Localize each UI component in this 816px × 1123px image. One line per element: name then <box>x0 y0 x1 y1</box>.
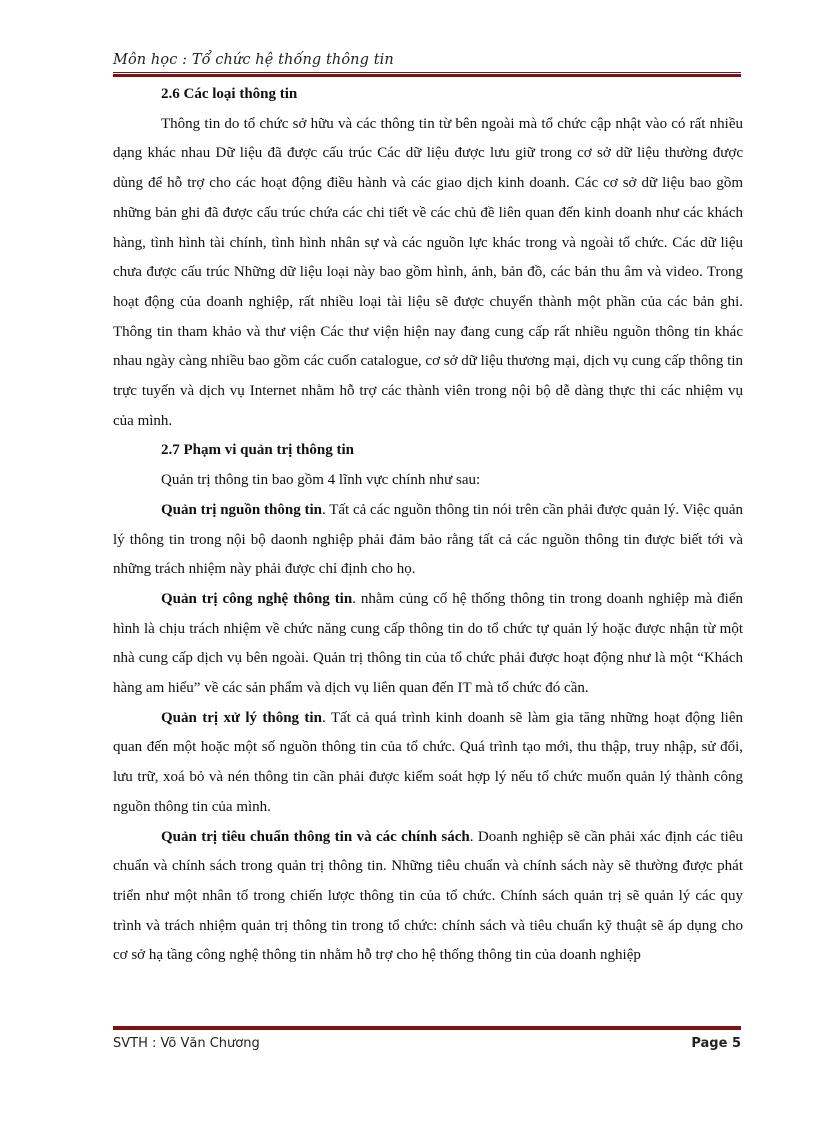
lead-term: Quản trị công nghệ thông tin <box>161 590 353 607</box>
footer-divider <box>113 1025 741 1030</box>
header-divider <box>113 72 741 77</box>
section-heading-2-6: 2.6 Các loại thông tin <box>161 86 298 102</box>
paragraph-scope-intro: Quản trị thông tin bao gồm 4 lĩnh vực chính như sau: <box>161 472 481 489</box>
paragraph-it-management <box>113 585 743 704</box>
paragraph-resource-management <box>113 496 743 585</box>
paragraph-processing-management <box>113 704 743 823</box>
paragraph-text: . nhằm củng cố hệ thống thông tin trong doanh nghiệp mà điển hình là chịu trách nhiệm về chức năng cung cấp thông tin do tổ chức tự quản lý hoặc được nhận từ một nhà cung cấp dịch vụ bên ngoài. Quản trị thông tin của tổ chức phải được hoạt động như là một “Khách hàng am hiểu” về các sản phẩm và dịch vụ liên quan đến IT mà tổ chức đó cần. <box>113 590 744 697</box>
section-heading-2-7: 2.7 Phạm vi quản trị thông tin <box>161 442 354 459</box>
lead-term: Quản trị nguồn thông tin <box>161 501 322 518</box>
paragraph-text: . Tất cả các nguồn thông tin nói trên cần phải được quản lý. Việc quản lý thông tin trong nội bộ daonh nghiệp phải đảm bảo rằng tất cả các nguồn thông tin được biết tới và những trách nhiệm này phải được chỉ định cho họ. <box>113 501 743 578</box>
paragraph-info-types: Thông tin do tổ chức sở hữu và các thông tin từ bên ngoài mà tổ chức cập nhật vào có rất nhiều dạng khác nhau Dữ liệu đã được cấu trúc Các dữ liệu được lưu giữ trong cơ sở dữ liệu thường được dùng để hỗ trợ cho các hoạt động điều hành và các giao dịch kinh doanh. Các cơ sở dữ liệu bao gồm những bản ghi đã được cấu trúc chứa các chi tiết về các chủ đề liên quan đến kinh doanh như các khách hàng, tình hình tài chính, tình hình nhân sự và các nguồn lực khác trong và ngoài tổ chức. Các dữ liệu chưa được cấu trúc Những dữ liệu loại này bao gồm hình, ảnh, bản đồ, các bản thu âm và video. Trong hoạt động của doanh nghiệp, rất nhiều loại tài liệu sẽ được chuyển thành một phần của các bản ghi. Thông tin tham khảo và thư viện Các thư viện hiện nay đang cung cấp rất nhiều nguồn thông tin khác nhau ngày càng nhiều bao gồm các cuốn catalogue, cơ sở dữ liệu thương mại, dịch vụ cung cấp thông tin trực tuyến và dịch vụ Internet nhằm hỗ trợ các thành viên trong nội bộ dễ dàng thực thi các nhiệm vụ của mình. <box>113 115 743 429</box>
header-course-title: Môn học : Tổ chức hệ thống thông tin <box>113 52 394 68</box>
paragraph-standards-policies <box>113 823 743 972</box>
footer-page-number: Page 5 <box>691 1036 741 1051</box>
paragraph-text: . Tất cả quá trình kinh doanh sẽ làm gia tăng những hoạt động liên quan đến một hoặc một số nguồn thông tin của tổ chức. Quá trình tạo mới, thu thập, truy nhập, sử đổi, lưu trữ, xoá bỏ và nén thông tin cần phải được kiểm soát hợp lý nếu tổ chức muốn quản lý thành công nguồn thông tin của mình. <box>113 709 743 815</box>
page-body <box>113 80 743 971</box>
lead-term: Quản trị tiêu chuẩn thông tin và các chính sách <box>161 828 470 845</box>
lead-term: Quản trị xử lý thông tin <box>161 709 322 726</box>
footer-author: SVTH : Võ Văn Chương <box>113 1036 260 1051</box>
paragraph-text: . Doanh nghiệp sẽ cần phải xác định các tiêu chuẩn và chính sách trong quản trị thông tin. Những tiêu chuẩn và chính sách này sẽ thường được phát triển như một nhân tố trong chiến lược thông tin của tổ chức. Chính sách quản trị sẽ quản lý các quy trình và trách nhiệm quản trị thông tin trong tổ chức: chính sách và tiêu chuẩn kỹ thuật sẽ áp dụng cho cơ sở hạ tầng công nghệ thông tin nhằm hỗ trợ cho hệ thống thông tin của doanh nghiệp <box>113 828 743 964</box>
